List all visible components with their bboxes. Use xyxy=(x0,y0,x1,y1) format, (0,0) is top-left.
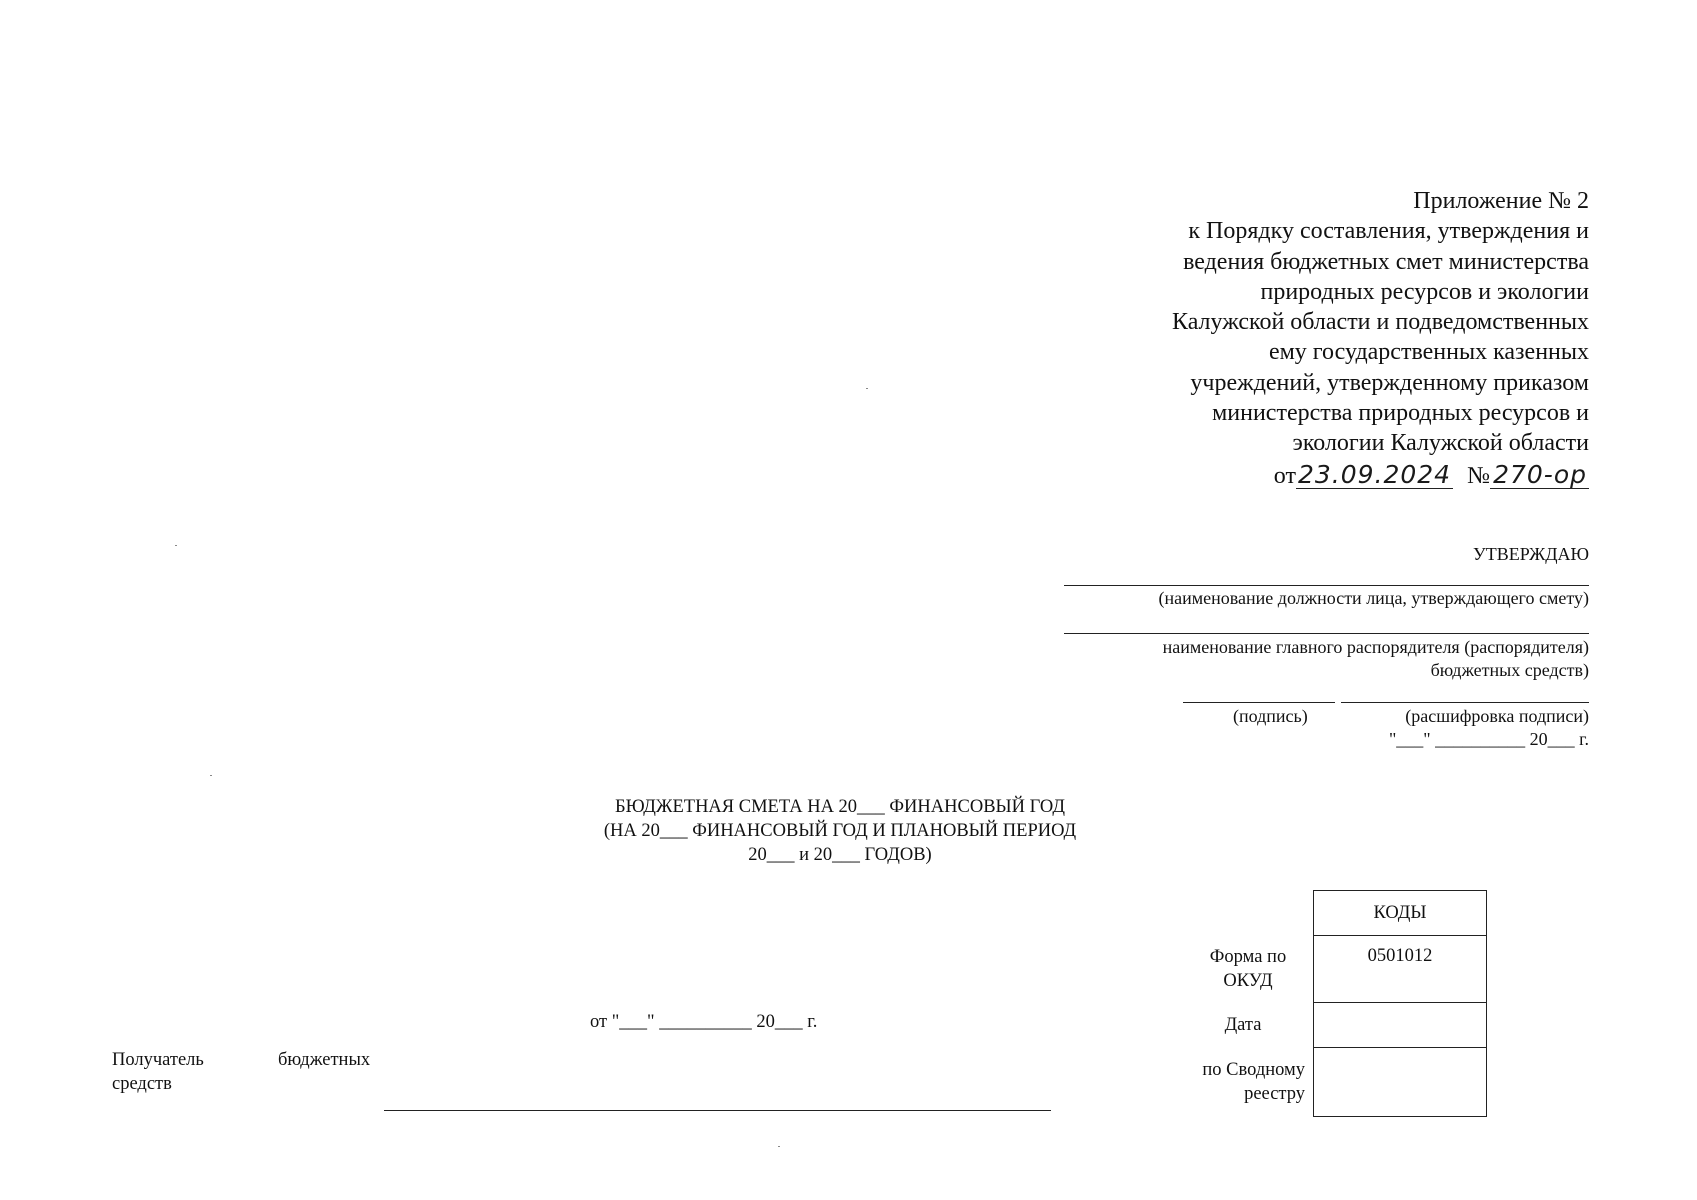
okud-code-cell: 0501012 xyxy=(1314,936,1487,1003)
registry-label xyxy=(1180,1058,1305,1106)
recipient-label-word2: бюджетных xyxy=(278,1050,371,1070)
scan-speck xyxy=(210,775,212,776)
document-title xyxy=(560,795,1120,867)
approval-heading: УТВЕРЖДАЮ xyxy=(1472,544,1589,564)
title-line1: БЮДЖЕТНАЯ СМЕТА НА 20___ ФИНАНСОВЫЙ ГОД xyxy=(615,797,1065,817)
appendix-line: Приложение № 2 xyxy=(1413,188,1589,214)
date-code-cell xyxy=(1314,1003,1487,1048)
scan-speck xyxy=(175,545,177,546)
appendix-line: Калужской области и подведомственных xyxy=(1172,309,1589,336)
appendix-line: к Порядку составления, утверждения и xyxy=(1188,218,1589,245)
appendix-line: министерства природных ресурсов и xyxy=(1212,400,1589,427)
registry-label-line1: по Сводному xyxy=(1202,1060,1305,1080)
appendix-line: экологии Калужской области xyxy=(1292,430,1589,457)
title-line2: (НА 20___ ФИНАНСОВЫЙ ГОД И ПЛАНОВЫЙ ПЕРИОД xyxy=(603,821,1077,841)
decoding-rule xyxy=(1341,702,1589,703)
manager-caption-line1: наименование главного распорядителя (распорядителя) xyxy=(1162,637,1589,657)
manager-caption-line2: бюджетных средств) xyxy=(1430,660,1589,680)
appendix-line: ведения бюджетных смет министерства xyxy=(1183,248,1589,275)
recipient-rule xyxy=(384,1110,1051,1111)
appendix-line: природных ресурсов и экологии xyxy=(1260,278,1589,305)
form-okud-label-line2: ОКУД xyxy=(1223,971,1273,991)
scan-speck xyxy=(866,388,868,389)
approval-date-line: "___" __________ 20___ г. xyxy=(1388,729,1589,749)
date-label: Дата xyxy=(1224,1015,1262,1035)
signature-caption: (подпись) xyxy=(1233,706,1308,726)
codes-table xyxy=(1313,890,1487,1117)
appendix-line: ему государственных казенных xyxy=(1268,339,1589,366)
manager-rule xyxy=(1064,633,1589,634)
order-number-handwritten: 270-ор xyxy=(1490,462,1589,489)
scan-speck xyxy=(778,1146,780,1147)
title-line3: 20___ и 20___ ГОДОВ) xyxy=(748,845,932,865)
recipient-label-word1: Получатель xyxy=(112,1050,204,1070)
codes-header: КОДЫ xyxy=(1314,891,1487,936)
form-okud-label xyxy=(1188,945,1308,993)
position-caption: (наименование должности лица, утверждающего смету) xyxy=(1158,588,1589,608)
order-date-prefix: от xyxy=(1273,462,1296,489)
appendix-line: учреждений, утвержденному приказом xyxy=(1190,369,1589,396)
recipient-label-word3: средств xyxy=(112,1074,172,1094)
signature-rule xyxy=(1183,702,1335,703)
registry-label-line2: реестру xyxy=(1244,1084,1305,1104)
form-okud-label-line1: Форма по xyxy=(1209,947,1287,967)
position-rule xyxy=(1064,585,1589,586)
appendix-block xyxy=(1029,186,1589,491)
order-date-handwritten: 23.09.2024 xyxy=(1297,459,1452,489)
registry-code-cell xyxy=(1314,1048,1487,1117)
order-number-prefix: № xyxy=(1467,462,1490,489)
document-date-line: от "___" __________ 20___ г. xyxy=(590,1012,818,1032)
order-reference xyxy=(1029,461,1589,491)
decoding-caption: (расшифровка подписи) xyxy=(1405,706,1589,726)
